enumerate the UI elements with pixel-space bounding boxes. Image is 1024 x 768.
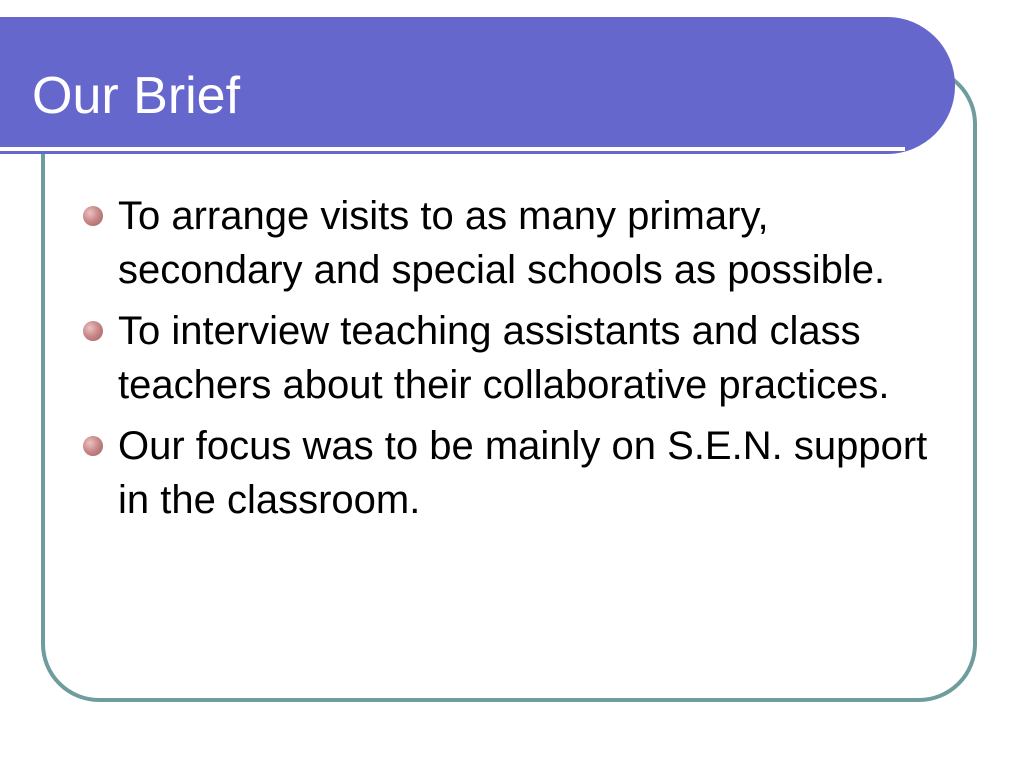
bullet-text: Our focus was to be mainly on S.E.N. support in the classroom. (118, 424, 928, 522)
bullet-text: To arrange visits to as many primary, secondary and special schools as possible. (118, 194, 886, 292)
round-bullet-icon (83, 436, 103, 456)
bullet-text: To interview teaching assistants and class teachers about their collaborative practices. (118, 309, 890, 407)
title-underline (0, 147, 905, 151)
bullet-list (80, 189, 940, 534)
round-bullet-icon (83, 206, 103, 226)
slide-title: Our Brief (32, 67, 241, 125)
bullet-item (80, 189, 940, 297)
title-bar (0, 17, 955, 154)
bullet-item (80, 419, 940, 527)
round-bullet-icon (83, 321, 103, 341)
bullet-item (80, 304, 940, 412)
